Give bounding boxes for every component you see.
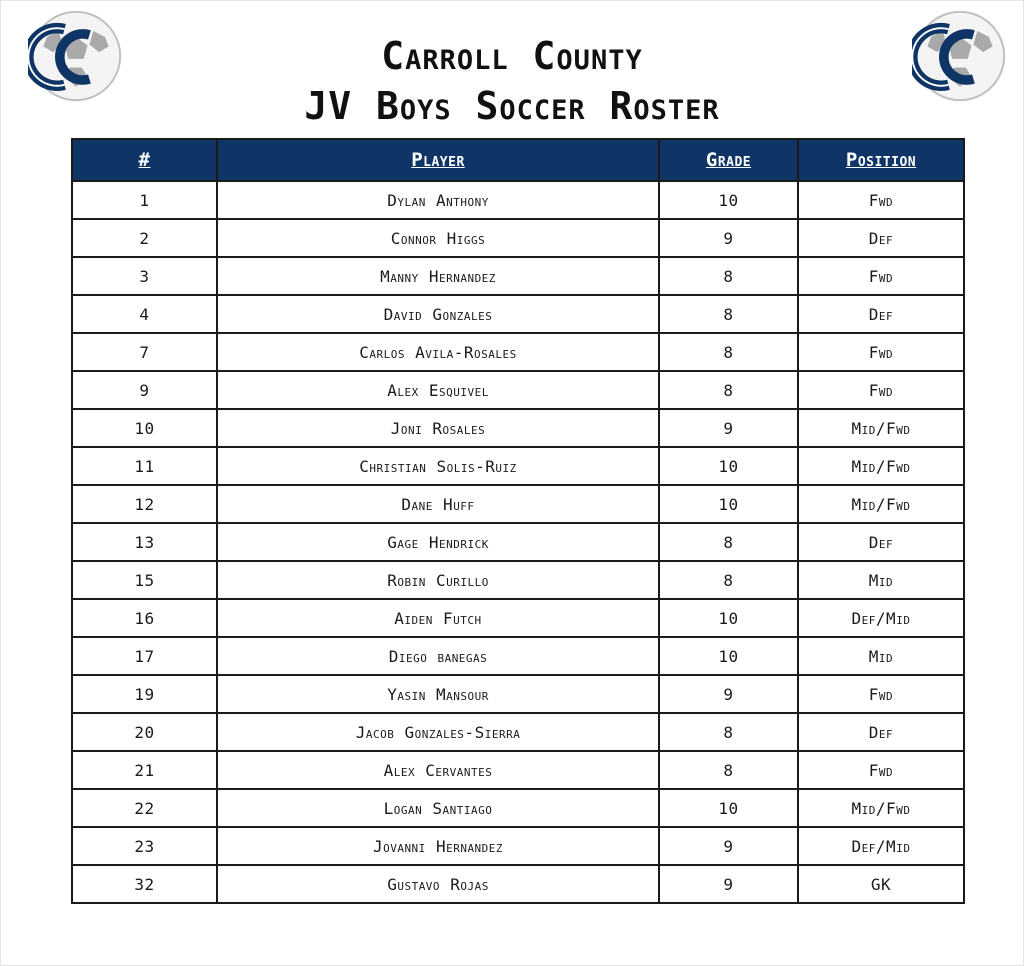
table-row [72,523,964,561]
cell-number: 4 [72,295,217,333]
cell-player: Christian Solis-Ruiz [217,447,659,485]
cell-position: Def [798,219,964,257]
cell-player: Jacob Gonzales-Sierra [217,713,659,751]
cell-player: Alex Esquivel [217,371,659,409]
table-row [72,827,964,865]
table-row [72,599,964,637]
table-row [72,675,964,713]
cell-position: Def [798,713,964,751]
cell-player: Yasin Mansour [217,675,659,713]
cell-player: Dylan Anthony [217,181,659,219]
cell-grade: 8 [659,561,798,599]
cell-number: 1 [72,181,217,219]
cell-player: Gustavo Rojas [217,865,659,903]
cell-position: Fwd [798,675,964,713]
table-row [72,181,964,219]
cell-grade: 8 [659,751,798,789]
column-header-position: Position [798,139,964,181]
table-row [72,409,964,447]
roster-header [72,139,964,181]
table-row [72,789,964,827]
cell-position: Def/Mid [798,827,964,865]
cell-grade: 10 [659,599,798,637]
cell-position: GK [798,865,964,903]
cell-number: 21 [72,751,217,789]
table-row [72,333,964,371]
title-line-1: Carroll County [381,34,643,78]
cell-position: Fwd [798,751,964,789]
cell-position: Fwd [798,333,964,371]
title-line-2: JV Boys Soccer Roster [304,84,720,128]
cell-player: Diego banegas [217,637,659,675]
cell-position: Def [798,295,964,333]
column-header-number: # [72,139,217,181]
cell-grade: 9 [659,409,798,447]
cell-player: Robin Curillo [217,561,659,599]
table-row [72,447,964,485]
cell-player: Alex Cervantes [217,751,659,789]
cell-player: Jovanni Hernandez [217,827,659,865]
table-row [72,257,964,295]
cell-position: Def [798,523,964,561]
cell-player: Logan Santiago [217,789,659,827]
roster-body [72,181,964,903]
header-row [72,139,964,181]
cell-number: 16 [72,599,217,637]
cell-number: 9 [72,371,217,409]
cell-number: 22 [72,789,217,827]
cell-number: 17 [72,637,217,675]
cell-player: Gage Hendrick [217,523,659,561]
table-row [72,485,964,523]
cell-number: 15 [72,561,217,599]
cell-grade: 9 [659,865,798,903]
cell-player: Dane Huff [217,485,659,523]
cell-grade: 9 [659,675,798,713]
cell-number: 2 [72,219,217,257]
cell-grade: 10 [659,447,798,485]
table-row [72,637,964,675]
cell-number: 10 [72,409,217,447]
column-header-grade: Grade [659,139,798,181]
cell-position: Fwd [798,371,964,409]
cell-grade: 9 [659,827,798,865]
cell-player: Aiden Futch [217,599,659,637]
cell-position: Mid/Fwd [798,409,964,447]
cell-number: 13 [72,523,217,561]
cell-grade: 10 [659,637,798,675]
cell-number: 19 [72,675,217,713]
roster-table [71,138,965,904]
cell-grade: 8 [659,523,798,561]
cell-number: 32 [72,865,217,903]
cell-player: David Gonzales [217,295,659,333]
cell-grade: 8 [659,333,798,371]
cell-position: Fwd [798,181,964,219]
cell-number: 7 [72,333,217,371]
cell-number: 11 [72,447,217,485]
cell-player: Manny Hernandez [217,257,659,295]
table-row [72,713,964,751]
cell-number: 3 [72,257,217,295]
cell-position: Mid/Fwd [798,485,964,523]
table-row [72,865,964,903]
cell-grade: 10 [659,789,798,827]
cell-grade: 8 [659,257,798,295]
table-row [72,751,964,789]
column-header-player: Player [217,139,659,181]
cell-number: 12 [72,485,217,523]
cell-grade: 10 [659,485,798,523]
cell-grade: 9 [659,219,798,257]
cell-position: Def/Mid [798,599,964,637]
cell-grade: 8 [659,371,798,409]
cell-position: Mid/Fwd [798,789,964,827]
cell-grade: 10 [659,181,798,219]
cell-number: 23 [72,827,217,865]
table-row [72,219,964,257]
cell-number: 20 [72,713,217,751]
cell-position: Mid [798,637,964,675]
cell-position: Fwd [798,257,964,295]
cell-position: Mid [798,561,964,599]
cell-player: Connor Higgs [217,219,659,257]
cell-grade: 8 [659,295,798,333]
table-row [72,371,964,409]
cell-player: Carlos Avila-Rosales [217,333,659,371]
cell-grade: 8 [659,713,798,751]
cell-position: Mid/Fwd [798,447,964,485]
table-row [72,295,964,333]
cell-player: Joni Rosales [217,409,659,447]
table-row [72,561,964,599]
